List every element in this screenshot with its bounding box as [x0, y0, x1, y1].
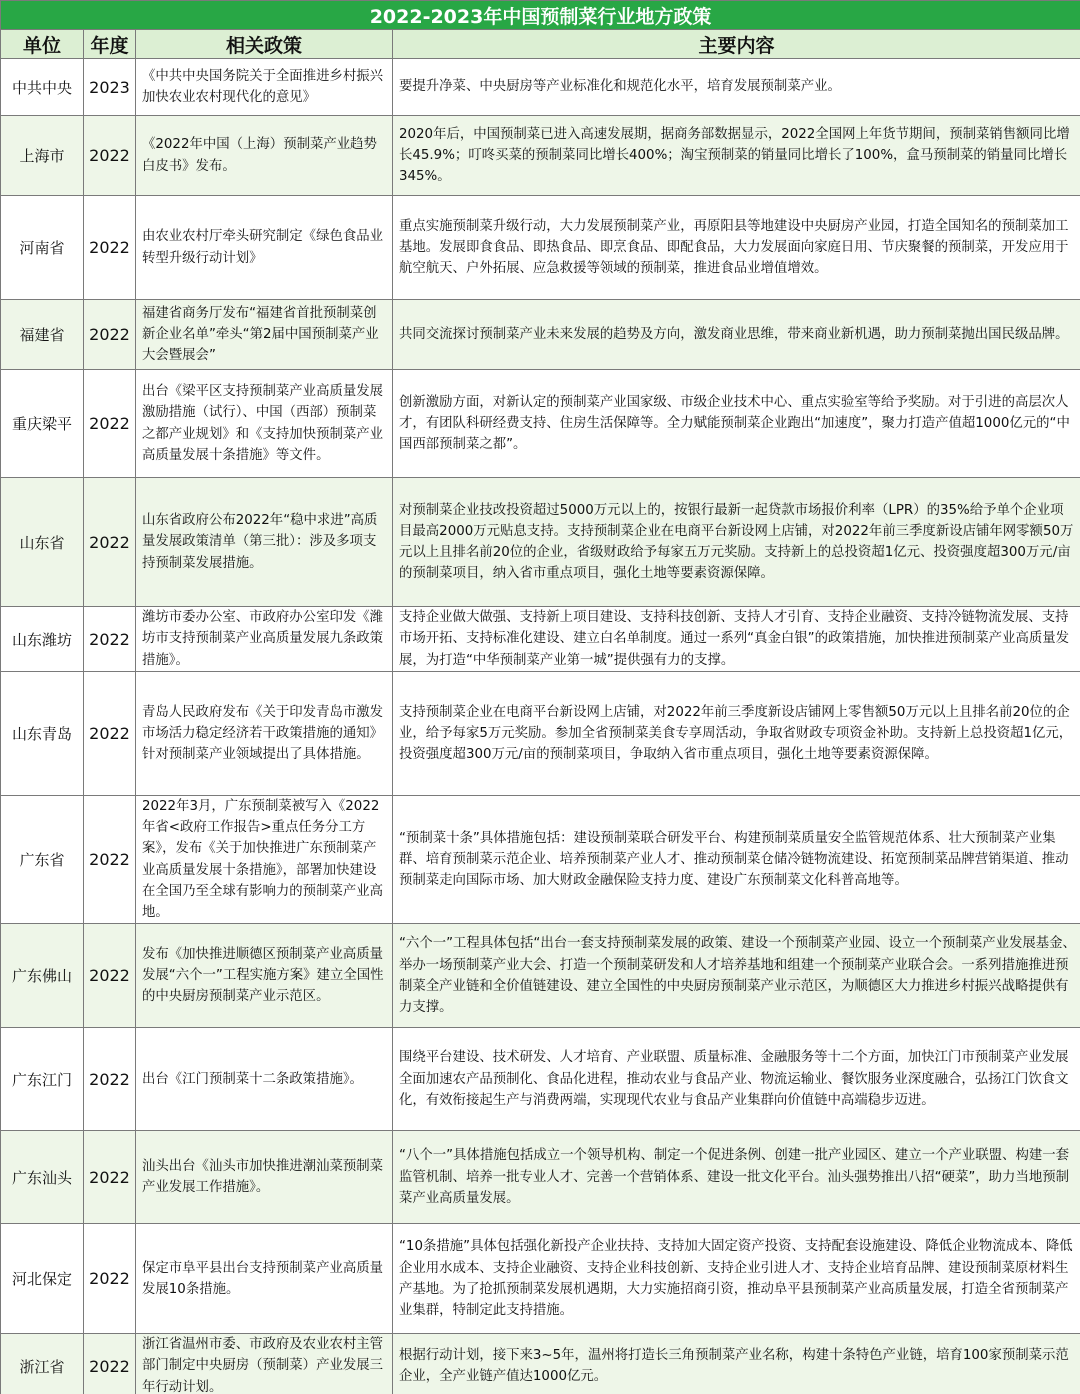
- content-cell: “六个一”工程具体包括“出台一套支持预制菜发展的政策、建设一个预制菜产业园、设立一个预制菜产业发展基金、举办一场预制菜产业大会、打造一个预制菜研发和人才培养基地和组建一个预制菜产业联合会。一系列措施推进预制菜全产业链和全价值链建设、建立全国性的中央厨房预制菜产业示范区，为顺德区大力推进乡村振兴战略提供有力支撑。: [393, 924, 1080, 1028]
- table-row: [1, 1334, 1080, 1394]
- table-row: [1, 796, 1080, 924]
- table-row: [1, 1224, 1080, 1334]
- header-policy: 相关政策: [136, 30, 393, 59]
- content-cell: 要提升净菜、中央厨房等产业标准化和规范化水平，培育发展预制菜产业。: [393, 59, 1080, 116]
- content-cell: 支持企业做大做强、支持新上项目建设、支持科技创新、支持人才引育、支持企业融资、支持冷链物流发展、支持市场开拓、支持标准化建设、建立白名单制度。通过一系列“真金白银”的政策措施，加快推进预制菜产业高质量发展，为打造“中华预制菜产业第一城”提供强有力的支撑。: [393, 607, 1080, 672]
- table-row: [1, 924, 1080, 1028]
- policy-cell: 出台《梁平区支持预制菜产业高质量发展激励措施（试行）、中国（西部）预制菜之都产业规划》和《支持加快预制菜产业高质量发展十条措施》等文件。: [136, 370, 393, 478]
- policy-cell: 《2022年中国（上海）预制菜产业趋势白皮书》发布。: [136, 116, 393, 196]
- policy-cell: 浙江省温州市委、市政府及农业农村主管部门制定中央厨房（预制菜）产业发展三年行动计划。: [136, 1334, 393, 1394]
- table-row: [1, 478, 1080, 607]
- header-unit: 单位: [1, 30, 84, 59]
- year-cell: 2022: [84, 672, 136, 796]
- year-cell: 2022: [84, 196, 136, 300]
- unit-cell: 广东省: [1, 796, 84, 924]
- content-cell: “八个一”具体措施包括成立一个领导机构、制定一个促进条例、创建一批产业园区、建立一个产业联盟、构建一套监管机制、培养一批专业人才、完善一个营销体系、建设一批文化平台。汕头强势推出八招“硬菜”，助力当地预制菜产业高质量发展。: [393, 1131, 1080, 1224]
- content-cell: 2020年后，中国预制菜已进入高速发展期，据商务部数据显示，2022全国网上年货节期间，预制菜销售额同比增长45.9%；叮咚买菜的预制菜同比增长400%；淘宝预制菜的销量同比增长了100%，盒马预制菜的销量同比增长345%。: [393, 116, 1080, 196]
- unit-cell: 山东潍坊: [1, 607, 84, 672]
- header-year: 年度: [84, 30, 136, 59]
- content-cell: 对预制菜企业技改投资超过5000万元以上的，按银行最新一起贷款市场报价利率（LPR）的35%给予单个企业项目最高2000万元贴息支持。支持预制菜企业在电商平台新设网上店铺，对2022年前三季度新设店铺年网零额50万元以上且排名前20位的企业，省级财政给予每家五万元奖励。支持新上的总投资超1亿元、投资强度超300万元/亩的预制菜项目，纳入省市重点项目，强化土地等要素资源保障。: [393, 478, 1080, 607]
- unit-cell: 上海市: [1, 116, 84, 196]
- content-cell: 创新激励方面，对新认定的预制菜产业国家级、市级企业技术中心、重点实验室等给予奖励。对于引进的高层次人才，有团队科研经费支持、住房生活保障等。全力赋能预制菜企业跑出“加速度”，聚力打造产值超1000亿元的“中国西部预制菜之都”。: [393, 370, 1080, 478]
- content-cell: 围绕平台建设、技术研发、人才培育、产业联盟、质量标准、金融服务等十二个方面，加快江门市预制菜产业发展全面加速农产品预制化、食品化进程，推动农业与食品产业、物流运输业、餐饮服务业深度融合，弘扬江门饮食文化，有效衔接起生产与消费两端，实现现代农业与食品产业集群向价值链中高端稳步迈进。: [393, 1028, 1080, 1131]
- content-cell: 支持预制菜企业在电商平台新设网上店铺，对2022年前三季度新设店铺网上零售额50万元以上且排名前20位的企业，给予每家5万元奖励。参加全省预制菜美食专享周活动，争取省财政专项资金补助。支持新上总投资超1亿元，投资强度超300万元/亩的预制菜项目，争取纳入省市重点项目，强化土地等要素资源保障。: [393, 672, 1080, 796]
- table-row: [1, 59, 1080, 116]
- content-cell: “10条措施”具体包括强化新投产企业扶持、支持加大固定资产投资、支持配套设施建设、降低企业物流成本、降低企业用水成本、支持企业融资、支持企业科技创新、支持企业引进人才、支持企业培育品牌、建设预制菜原材料生产基地。为了抢抓预制菜发展机遇期，大力实施招商引资，推动阜平县预制菜产业高质量发展，打造全省预制菜产业集群，特制定此支持措施。: [393, 1224, 1080, 1334]
- table-row: [1, 300, 1080, 370]
- year-cell: 2022: [84, 478, 136, 607]
- year-cell: 2022: [84, 924, 136, 1028]
- policy-cell: 《中共中央国务院关于全面推进乡村振兴加快农业农村现代化的意见》: [136, 59, 393, 116]
- year-cell: 2022: [84, 607, 136, 672]
- unit-cell: 福建省: [1, 300, 84, 370]
- unit-cell: 中共中央: [1, 59, 84, 116]
- unit-cell: 重庆梁平: [1, 370, 84, 478]
- policy-cell: 2022年3月，广东预制菜被写入《2022年省<政府工作报告>重点任务分工方案》，发布《关于加快推进广东预制菜产业高质量发展十条措施》，部署加快建设在全国乃至全球有影响力的预制菜产业高地。: [136, 796, 393, 924]
- year-cell: 2022: [84, 1224, 136, 1334]
- unit-cell: 浙江省: [1, 1334, 84, 1394]
- unit-cell: 广东江门: [1, 1028, 84, 1131]
- year-cell: 2022: [84, 1131, 136, 1224]
- policy-cell: 青岛人民政府发布《关于印发青岛市激发市场活力稳定经济若干政策措施的通知》针对预制菜产业领域提出了具体措施。: [136, 672, 393, 796]
- table-row: [1, 1131, 1080, 1224]
- year-cell: 2022: [84, 300, 136, 370]
- content-cell: “预制菜十条”具体措施包括：建设预制菜联合研发平台、构建预制菜质量安全监管规范体系、壮大预制菜产业集群、培育预制菜示范企业、培养预制菜产业人才、推动预制菜仓储冷链物流建设、拓宽预制菜品牌营销渠道、推动预制菜走向国际市场、加大财政金融保险支持力度、建设广东预制菜文化科普高地等。: [393, 796, 1080, 924]
- policy-cell: 保定市阜平县出台支持预制菜产业高质量发展10条措施。: [136, 1224, 393, 1334]
- table-row: [1, 672, 1080, 796]
- year-cell: 2022: [84, 1334, 136, 1394]
- unit-cell: 河南省: [1, 196, 84, 300]
- table-title: 2022-2023年中国预制菜行业地方政策: [1, 1, 1080, 30]
- content-cell: 重点实施预制菜升级行动，大力发展预制菜产业，再原阳县等地建设中央厨房产业园，打造全国知名的预制菜加工基地。发展即食食品、即热食品、即烹食品、即配食品，大力发展面向家庭日用、节庆聚餐的预制菜，开发应用于航空航天、户外拓展、应急救援等领域的预制菜，推进食品业增值增效。: [393, 196, 1080, 300]
- year-cell: 2022: [84, 1028, 136, 1131]
- unit-cell: 广东汕头: [1, 1131, 84, 1224]
- table-row: [1, 196, 1080, 300]
- policy-cell: 出台《江门预制菜十二条政策措施》。: [136, 1028, 393, 1131]
- unit-cell: 山东省: [1, 478, 84, 607]
- table-row: [1, 370, 1080, 478]
- table-row: [1, 607, 1080, 672]
- year-cell: 2022: [84, 796, 136, 924]
- table-row: [1, 116, 1080, 196]
- policy-cell: 福建省商务厅发布“福建省首批预制菜创新企业名单”牵头“第2届中国预制菜产业大会暨展会”: [136, 300, 393, 370]
- policy-cell: 山东省政府公布2022年“稳中求进”高质量发展政策清单（第三批）：涉及多项支持预制菜发展措施。: [136, 478, 393, 607]
- policy-cell: 由农业农村厅牵头研究制定《绿色食品业转型升级行动计划》: [136, 196, 393, 300]
- header-content: 主要内容: [393, 30, 1080, 59]
- policy-cell: 潍坊市委办公室、市政府办公室印发《潍坊市支持预制菜产业高质量发展九条政策措施》。: [136, 607, 393, 672]
- policy-cell: 发布《加快推进顺德区预制菜产业高质量发展“六个一”工程实施方案》建立全国性的中央厨房预制菜产业示范区。: [136, 924, 393, 1028]
- policy-cell: 汕头出台《汕头市加快推进潮汕菜预制菜产业发展工作措施》。: [136, 1131, 393, 1224]
- year-cell: 2022: [84, 116, 136, 196]
- content-cell: 根据行动计划，接下来3~5年，温州将打造长三角预制菜产业名称，构建十条特色产业链，培育100家预制菜示范企业，全产业链产值达1000亿元。: [393, 1334, 1080, 1394]
- unit-cell: 河北保定: [1, 1224, 84, 1334]
- unit-cell: 广东佛山: [1, 924, 84, 1028]
- content-cell: 共同交流探讨预制菜产业未来发展的趋势及方向，激发商业思维，带来商业新机遇，助力预制菜抛出国民级品牌。: [393, 300, 1080, 370]
- table-row: [1, 1028, 1080, 1131]
- unit-cell: 山东青岛: [1, 672, 84, 796]
- year-cell: 2022: [84, 370, 136, 478]
- year-cell: 2023: [84, 59, 136, 116]
